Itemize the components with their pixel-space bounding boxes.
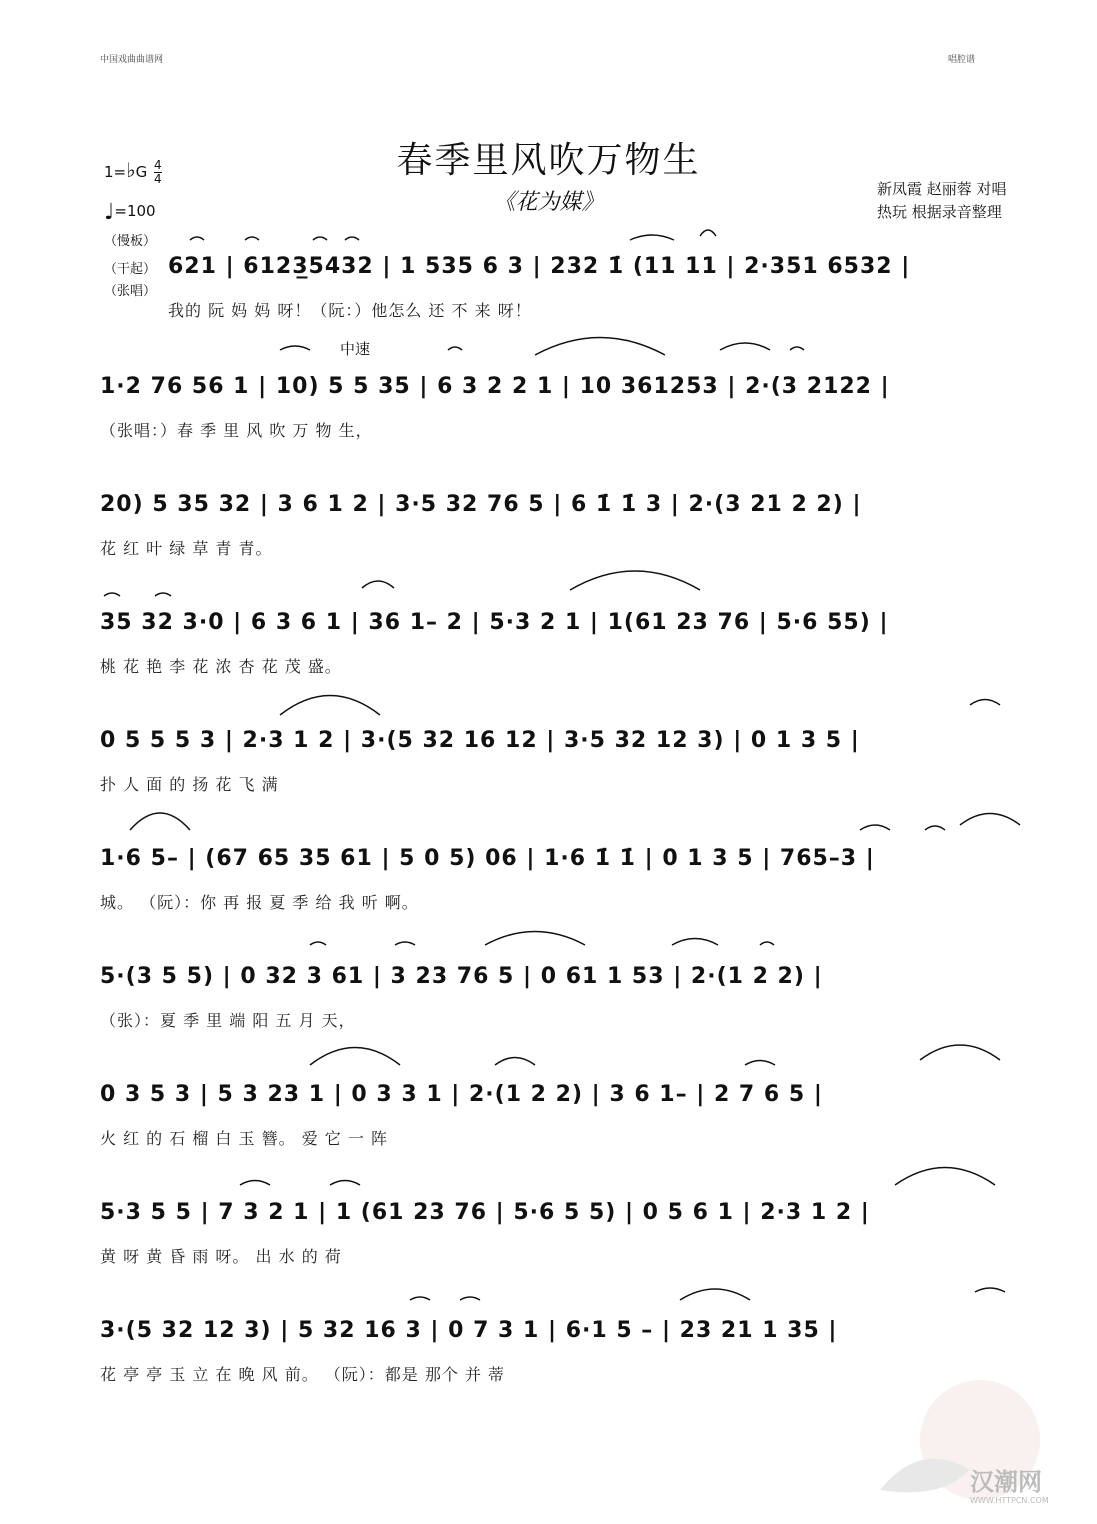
header-left: 中国戏曲曲谱网 [100, 55, 164, 65]
opera-subtitle: 《花为媒》 [493, 190, 604, 215]
notes: 0 3 5 3 | 5 3 23 1 | 0 3 3 1 | 2·(1 2 2) | 3 6 1– | 2 7 6 5 | [100, 1082, 823, 1107]
notes: 5·(3 5 5) | 0 32 3 61 | 3 23 76 5 | 0 61 1 53 | 2·(1 2 2) | [100, 964, 823, 989]
notes: 35 32 3·0 | 6 3 6 1 | 36 1– 2 | 5·3 2 1 | 1(61 23 76 | 5·6 55) | [100, 610, 889, 635]
flat-icon: ♭ [126, 158, 136, 182]
tempo-value: =100 [114, 202, 156, 220]
tag-start: （干起） [104, 262, 157, 277]
notes: 0 5 5 5 3 | 2·3 1 2 | 3·(5 32 16 12 | 3·5 32 12 3) | 0 1 3 5 | [100, 728, 860, 753]
key-prefix: 1= [104, 163, 127, 181]
lyrics: 扑 人 面 的 扬 花 飞 满 [100, 775, 279, 794]
notes: 1·2 76 56 1 | 10) 5 5 35 | 6 3 2 2 1 | 10 361253 | 2·(3 2122 | [100, 374, 890, 399]
key-signature [104, 158, 162, 186]
notes: 5·3 5 5 | 7 3 2 1 | 1 (61 23 76 | 5·6 5 5) | 0 5 6 1 | 2·3 1 2 | [100, 1200, 870, 1225]
quarter-note-icon: ♩ [104, 200, 115, 225]
tag-slow: （慢板） [104, 234, 157, 249]
notes: 1·6 5– | (67 65 35 61 | 5 0 5) 06 | 1·6 1̇ 1̇ | 0 1 3 5 | 765–3 | [100, 846, 875, 871]
song-title: 春季里风吹万物生 [396, 140, 701, 181]
watermark [860, 1380, 1090, 1520]
tempo-change: 中速 [340, 340, 371, 358]
lyrics: 花 亭 亭 玉 立 在 晚 风 前。 （阮）：都是 那个 并 蒂 [100, 1365, 506, 1384]
lyrics: （张）：夏 季 里 端 阳 五 月 天， [100, 1011, 356, 1030]
notes: 3·(5 32 12 3) | 5 32 16 3 | 0 7 3 1 | 6·1 5 – | 23 21 1 35 | [100, 1318, 838, 1343]
lyrics: 黄 呀 黄 昏 雨 呀。 出 水 的 荷 [100, 1247, 342, 1266]
watermark-url: WWW.HTTPCN.COM [970, 1496, 1049, 1505]
key-note: G [135, 163, 148, 181]
time-signature [154, 159, 162, 186]
watermark-text: 汉潮网 [970, 1468, 1042, 1496]
time-bottom: 4 [153, 172, 162, 186]
lyrics: 城。 （阮）：你 再 报 夏 季 给 我 听 啊。 [100, 893, 419, 912]
notes: 621 | 6123̲5432 | 1 535 6 3 | 232 1̇ (11 11 | 2·351 6532 | [168, 254, 911, 279]
credit-transcriber: 热玩 根据录音整理 [877, 203, 1002, 221]
lyrics: 我的 阮 妈 妈 呀！（阮：）他怎么 还 不 来 呀！ [168, 301, 532, 320]
lyrics: 火 红 的 石 榴 白 玉 簪。 爱 它 一 阵 [100, 1129, 388, 1148]
time-top: 4 [153, 158, 162, 172]
tempo-marking [104, 200, 156, 225]
credits [877, 178, 1007, 224]
lyrics: 花 红 叶 绿 草 青 青。 [100, 539, 273, 558]
credit-performers: 新凤霞 赵丽蓉 对唱 [877, 180, 1007, 198]
tag-zhang: （张唱） [104, 284, 157, 299]
header-right: 唱腔谱 [948, 55, 976, 65]
lyrics: （张唱：）春 季 里 风 吹 万 物 生， [100, 421, 373, 440]
notes: 20) 5 35 32 | 3 6 1 2 | 3·5 32 76 5 | 6 1̇ 1̇ 3 | 2·(3 21 2 2) | [100, 492, 862, 517]
lyrics: 桃 花 艳 李 花 浓 杏 花 茂 盛。 [100, 657, 342, 676]
